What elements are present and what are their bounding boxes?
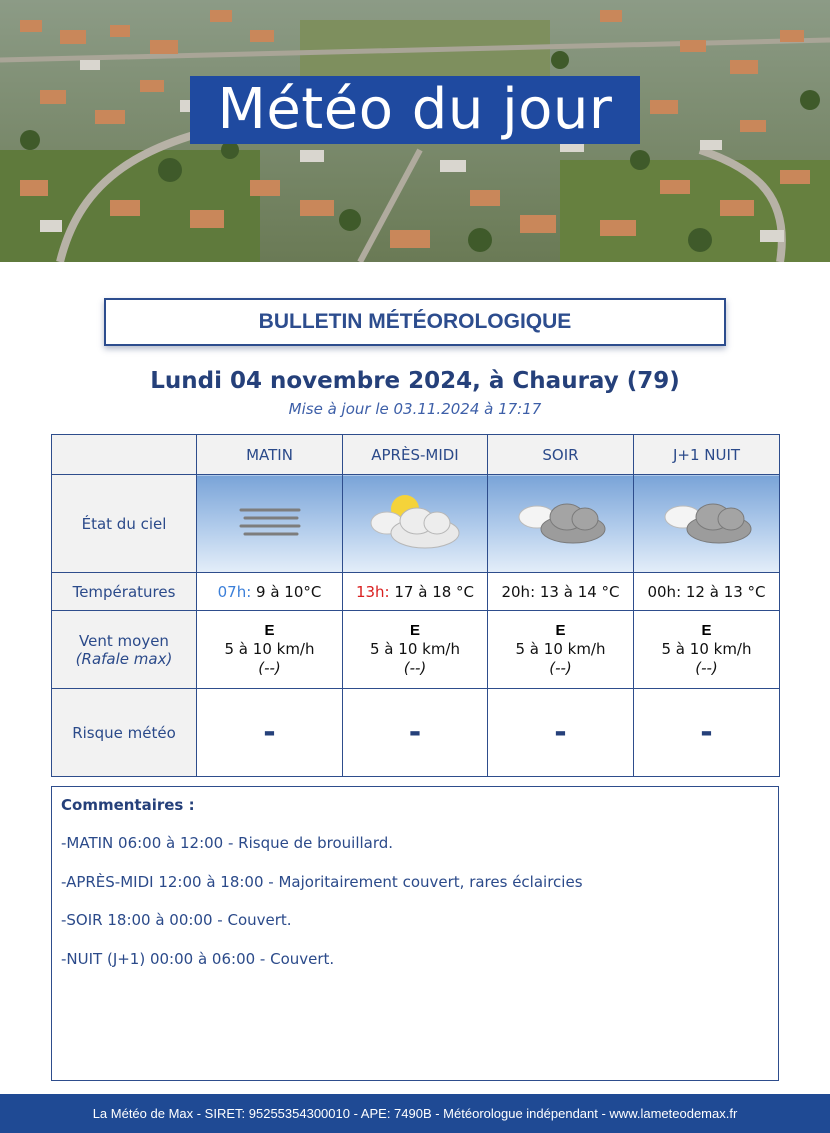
temp-cell-nuit — [634, 573, 780, 611]
wind-gust-label: (Rafale max) — [75, 649, 173, 668]
sky-cell-matin — [197, 475, 343, 573]
temp-cell-apres-midi — [343, 573, 488, 611]
temp-hour-matin: 07h: — [217, 582, 252, 601]
column-header-matin: MATIN — [197, 435, 343, 475]
partly-cloudy-icon — [365, 489, 465, 555]
comment-nuit: -NUIT (J+1) 00:00 à 06:00 - Couvert. — [61, 949, 335, 968]
wind-cell-nuit — [634, 611, 780, 689]
temp-value-matin: 9 à 10°C — [251, 582, 322, 601]
comments-box — [51, 786, 779, 1081]
comment-apres-midi: -APRÈS-MIDI 12:00 à 18:00 - Majoritairement couvert, rares éclaircies — [61, 872, 583, 891]
risk-value: - — [263, 715, 276, 750]
temp-cell-matin — [197, 573, 343, 611]
wind-speed: 5 à 10 km/h — [370, 640, 460, 658]
risk-value: - — [700, 715, 713, 750]
row-label-wind — [52, 611, 197, 689]
column-header-soir: SOIR — [488, 435, 634, 475]
table-header-row — [52, 435, 780, 475]
risk-cell-matin — [197, 689, 343, 777]
wind-label: Vent moyen — [79, 631, 169, 650]
wind-cell-matin — [197, 611, 343, 689]
comment-matin: -MATIN 06:00 à 12:00 - Risque de brouillard. — [61, 834, 394, 852]
forecast-date-location: Lundi 04 novembre 2024, à Chauray (79) — [150, 368, 680, 394]
wind-cell-soir — [488, 611, 634, 689]
forecast-table — [51, 434, 780, 777]
row-label-temperatures: Températures — [52, 573, 197, 611]
sky-cell-soir — [488, 475, 634, 573]
corner-cell — [52, 435, 197, 475]
temp-hour-apres-midi: 13h: — [355, 582, 390, 601]
wind-speed: 5 à 10 km/h — [515, 640, 606, 658]
sky-state-row — [52, 475, 780, 573]
wind-direction: E — [409, 622, 420, 639]
wind-gust: (--) — [403, 659, 427, 677]
wind-speed: 5 à 10 km/h — [224, 640, 315, 658]
overcast-icon — [657, 489, 757, 555]
temp-value-apres-midi: 17 à 18 °C — [389, 582, 475, 601]
wind-direction: E — [701, 622, 712, 639]
wind-gust: (--) — [258, 659, 281, 677]
page-title: Météo du jour — [190, 76, 640, 144]
header-banner-photo — [0, 0, 830, 262]
row-label-sky: État du ciel — [52, 475, 197, 573]
column-header-nuit: J+1 NUIT — [634, 435, 780, 475]
footer-bar: La Météo de Max - SIRET: 95255354300010 - APE: 7490B - Météorologue indépendant - www.lameteodemax.fr — [0, 1094, 830, 1133]
comment-soir: -SOIR 18:00 à 00:00 - Couvert. — [61, 911, 292, 929]
comments-title: Commentaires : — [61, 796, 195, 814]
wind-direction: E — [555, 622, 566, 639]
wind-speed: 5 à 10 km/h — [661, 640, 752, 658]
wind-row — [52, 611, 780, 689]
wind-gust: (--) — [695, 659, 718, 677]
risk-value: - — [408, 715, 422, 750]
bulletin-heading: BULLETIN MÉTÉOROLOGIQUE — [104, 298, 726, 346]
risk-value: - — [554, 715, 567, 750]
sky-cell-apres-midi — [343, 475, 488, 573]
temp-cell-soir — [488, 573, 634, 611]
risk-cell-nuit — [634, 689, 780, 777]
column-header-apres-midi: APRÈS-MIDI — [343, 435, 488, 475]
risk-cell-apres-midi — [343, 689, 488, 777]
risk-cell-soir — [488, 689, 634, 777]
temp-value-nuit: 00h: 12 à 13 °C — [647, 582, 766, 601]
wind-cell-apres-midi — [343, 611, 488, 689]
row-label-risk: Risque météo — [52, 689, 197, 777]
overcast-icon — [511, 489, 611, 555]
wind-gust: (--) — [549, 659, 572, 677]
fog-icon — [235, 502, 305, 542]
temperatures-row — [52, 573, 780, 611]
sky-cell-nuit — [634, 475, 780, 573]
risk-row — [52, 689, 780, 777]
temp-value-soir: 20h: 13 à 14 °C — [501, 582, 620, 601]
wind-direction: E — [264, 622, 275, 639]
update-timestamp: Mise à jour le 03.11.2024 à 17:17 — [288, 400, 542, 418]
